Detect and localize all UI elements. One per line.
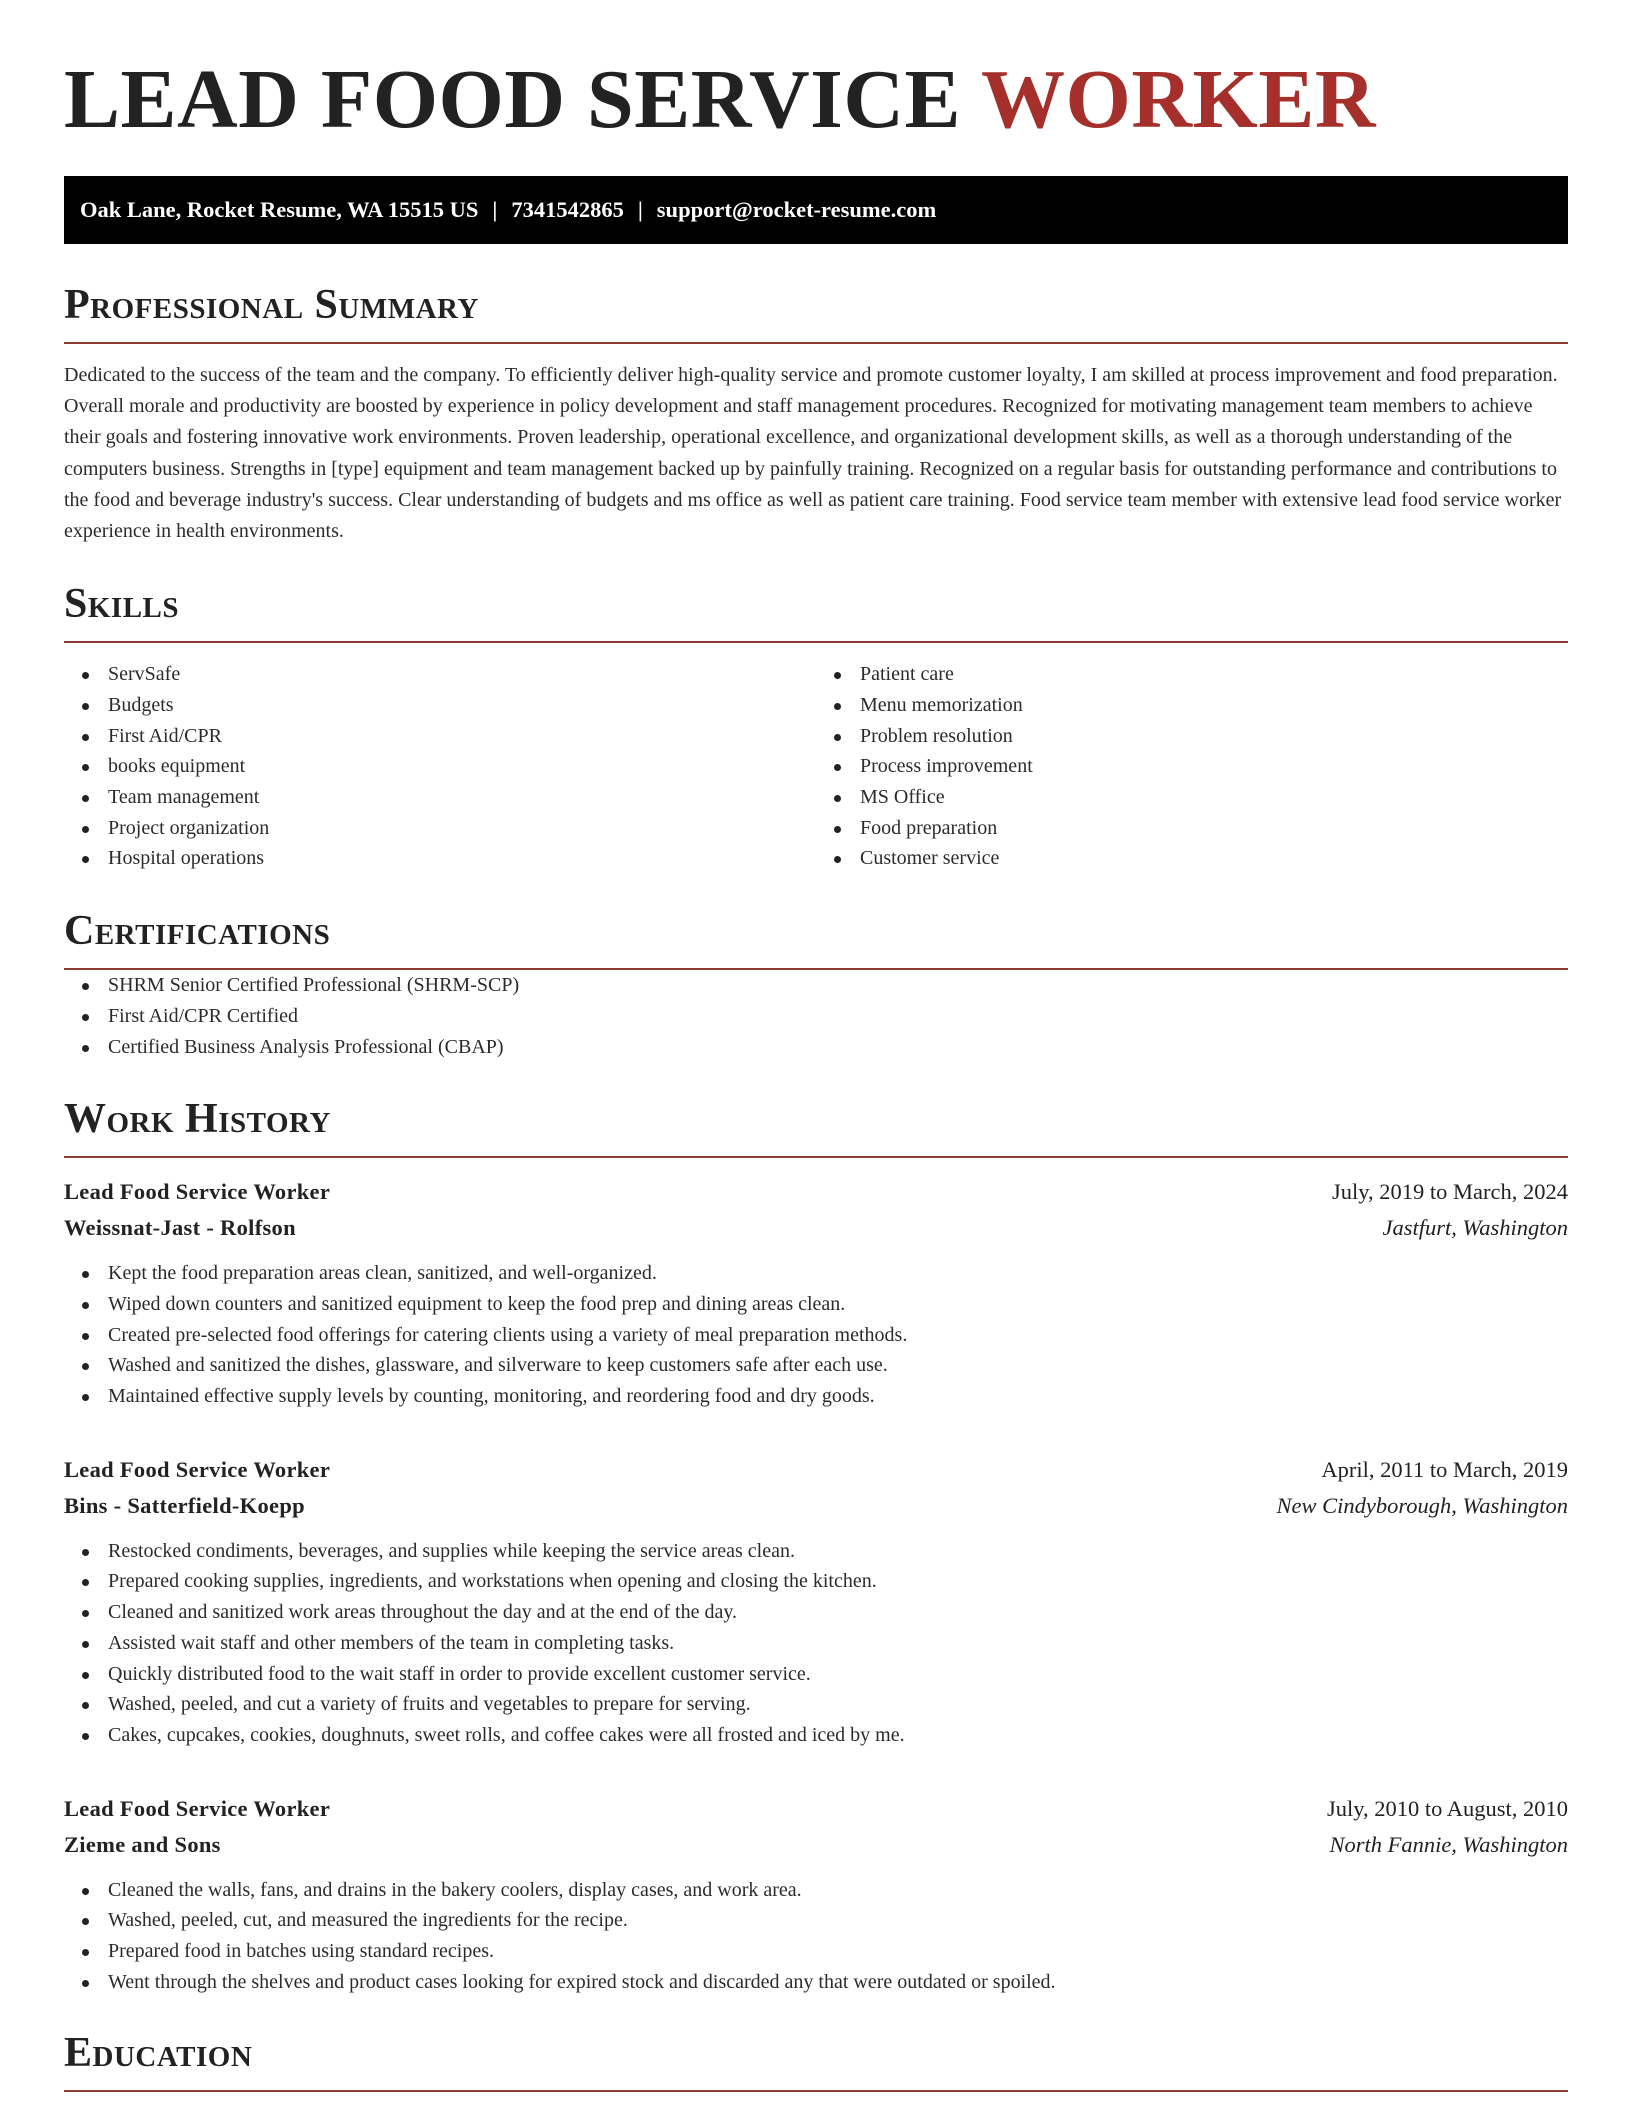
skills-column-left — [64, 659, 816, 874]
job-duty: Created pre-selected food offerings for catering clients using a variety of meal preparation methods. — [64, 1320, 1568, 1351]
job-company: Bins - Satterfield-Koepp — [64, 1492, 305, 1518]
job-duty: Wiped down counters and sanitized equipment to keep the food prep and dining areas clean. — [64, 1289, 1568, 1320]
contact-separator: | — [637, 197, 643, 222]
skill-item: Team management — [64, 782, 816, 813]
contact-address: Oak Lane, Rocket Resume, WA 15515 US — [80, 197, 479, 222]
skills-list — [64, 659, 1568, 874]
job-duty: Went through the shelves and product cases looking for expired stock and discarded any that were outdated or spoiled. — [64, 1967, 1568, 1998]
skill-item: Patient care — [816, 659, 1568, 690]
job-dates: April, 2011 to March, 2019 — [1321, 1456, 1568, 1482]
contact-email[interactable]: support@rocket-resume.com — [656, 197, 937, 222]
skill-item: Menu memorization — [816, 690, 1568, 721]
skill-item: Problem resolution — [816, 721, 1568, 752]
job-duty: Quickly distributed food to the wait staff in order to provide excellent customer service. — [64, 1659, 1568, 1690]
skill-item: Process improvement — [816, 751, 1568, 782]
job-entry — [64, 1452, 1568, 1751]
job-company-row — [64, 1210, 1568, 1246]
job-dates: July, 2010 to August, 2010 — [1326, 1795, 1568, 1821]
job-duty: Prepared cooking supplies, ingredients, and workstations when opening and closing the kitchen. — [64, 1566, 1568, 1597]
summary-text: Dedicated to the success of the team and the company. To efficiently deliver high-quality service and promote customer loyalty, I am skilled at process improvement and food preparation. Overall morale and productivity are boosted by experience in policy development and staff management procedures. Recognized for motivating management team members to achieve their goals and fostering innovative work environments. Proven leadership, operational excellence, and organizational development skills, as well as a thorough understanding of the computers business. Strengths in [type] equipment and team management backed up by painfully training. Recognized on a regular basis for outstanding performance and contributions to the food and beverage industry's success. Clear understanding of budgets and ms office as well as patient care training. Food service team member with extensive lead food service worker experience in health environments. — [64, 364, 1562, 543]
education-heading: Education — [64, 2028, 1568, 2092]
job-header-row — [64, 1452, 1568, 1488]
job-duty: Maintained effective supply levels by counting, monitoring, and reordering food and dry goods. — [64, 1381, 1568, 1412]
contact-separator: | — [492, 197, 498, 222]
job-title: Lead Food Service Worker — [64, 1456, 331, 1482]
work-history-heading: Work History — [64, 1094, 1568, 1158]
contact-bar — [64, 176, 1568, 244]
contact-phone[interactable]: 7341542865 — [511, 197, 624, 222]
certification-item: SHRM Senior Certified Professional (SHRM-SCP) — [64, 970, 1568, 1001]
job-title: Lead Food Service Worker — [64, 1795, 331, 1821]
job-duty: Restocked condiments, beverages, and supplies while keeping the service areas clean. — [64, 1536, 1568, 1567]
job-dates: July, 2019 to March, 2024 — [1331, 1179, 1568, 1205]
job-company: Zieme and Sons — [64, 1831, 221, 1857]
skill-item: Project organization — [64, 813, 816, 844]
job-duty: Prepared food in batches using standard recipes. — [64, 1936, 1568, 1967]
certification-item: First Aid/CPR Certified — [64, 1001, 1568, 1032]
certifications-list — [64, 970, 1568, 1062]
skill-item: ServSafe — [64, 659, 816, 690]
job-header-row — [64, 1791, 1568, 1827]
job-duty: Kept the food preparation areas clean, sanitized, and well-organized. — [64, 1258, 1568, 1289]
job-duties-list — [64, 1875, 1568, 1998]
job-header-row — [64, 1174, 1568, 1210]
job-entry — [64, 1791, 1568, 1998]
job-duty: Cakes, cupcakes, cookies, doughnuts, sweet rolls, and coffee cakes were all frosted and iced by me. — [64, 1720, 1568, 1751]
skill-item: Budgets — [64, 690, 816, 721]
job-duty: Cleaned and sanitized work areas throughout the day and at the end of the day. — [64, 1597, 1568, 1628]
resume-page — [64, 0, 1568, 2092]
job-duty: Washed and sanitized the dishes, glassware, and silverware to keep customers safe after each use. — [64, 1350, 1568, 1381]
certifications-heading: Certifications — [64, 906, 1568, 970]
job-duty: Cleaned the walls, fans, and drains in the bakery coolers, display cases, and work area. — [64, 1875, 1568, 1906]
job-duty: Washed, peeled, and cut a variety of fruits and vegetables to prepare for serving. — [64, 1689, 1568, 1720]
job-company-row — [64, 1488, 1568, 1524]
certification-item: Certified Business Analysis Professional (CBAP) — [64, 1032, 1568, 1063]
job-location: Jastfurt, Washington — [1382, 1215, 1568, 1241]
job-location: North Fannie, Washington — [1329, 1831, 1568, 1857]
skill-item: First Aid/CPR — [64, 721, 816, 752]
job-entry — [64, 1174, 1568, 1412]
skills-column-right — [816, 659, 1568, 874]
skill-item: Customer service — [816, 843, 1568, 874]
title-accent: WORKER — [981, 53, 1377, 146]
job-company: Weissnat-Jast - Rolfson — [64, 1215, 296, 1241]
job-company-row — [64, 1827, 1568, 1863]
summary-heading: Professional Summary — [64, 280, 1568, 344]
resume-title — [64, 0, 1568, 146]
job-duty: Assisted wait staff and other members of the team in completing tasks. — [64, 1628, 1568, 1659]
job-duties-list — [64, 1536, 1568, 1751]
skill-item: Food preparation — [816, 813, 1568, 844]
skill-item: books equipment — [64, 751, 816, 782]
job-title: Lead Food Service Worker — [64, 1179, 331, 1205]
job-duties-list — [64, 1258, 1568, 1412]
skill-item: MS Office — [816, 782, 1568, 813]
title-main: LEAD FOOD SERVICE — [64, 53, 962, 146]
skills-heading: Skills — [64, 579, 1568, 643]
job-location: New Cindyborough, Washington — [1276, 1492, 1568, 1518]
skill-item: Hospital operations — [64, 843, 816, 874]
job-duty: Washed, peeled, cut, and measured the ingredients for the recipe. — [64, 1905, 1568, 1936]
